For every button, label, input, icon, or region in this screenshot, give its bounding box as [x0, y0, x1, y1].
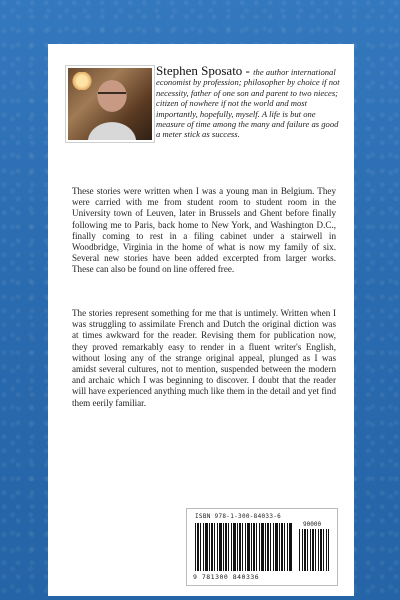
author-name: Stephen Sposato - [156, 63, 254, 78]
barcode-bars [195, 523, 293, 571]
author-bio-text: the author international economist by profession; philosopher by choice if not necessity, father of one son and parent to two nieces; citizen of nowhere if not the world and most importantly, hopefully, myself. A life is but one measure of time among the many and failure as good a meter stick as success. [156, 67, 340, 140]
description-paragraph-2: The stories represent something for me that is untimely. Written when I was struggling to assimilate French and Dutch the original diction was at times awkward for the reader. Revising them for publication now, they proved remarkably easy to render in a fluent writer's English, without losing any of the strange original appeal, plunged as I was amidst several cultures, not to mention, suspended between the modern and archaic which I was beginning to discover. I doubt that the reader will have experienced anything much like them in the detail and yet find them eerily familiar. [72, 308, 336, 408]
price-barcode-bars [299, 529, 329, 571]
isbn-barcode-block [186, 508, 338, 586]
isbn-label: ISBN 978-1-300-84033-6 [195, 513, 282, 520]
barcode-digits: 9 781300 840336 [193, 573, 260, 581]
glasses-shape [98, 92, 126, 100]
author-bio [156, 63, 342, 140]
back-cover-panel [48, 44, 354, 596]
lamp-shape [72, 72, 92, 90]
author-photo [66, 66, 154, 142]
description-paragraph-1: These stories were written when I was a young man in Belgium. They were carried with me from student room to student room in the University town of Leuven, later in Brussels and Ghent before finally following me to Paris, back home to New York, and Washington D.C., finally coming to rest in a filing cabinet under a stairwell in Woodbridge, Virginia in the home of what is now my family of six. Several new stories have been added excerpted from larger works. These can also be found on line offered free. [72, 186, 336, 275]
price-code: 90000 [303, 521, 322, 528]
